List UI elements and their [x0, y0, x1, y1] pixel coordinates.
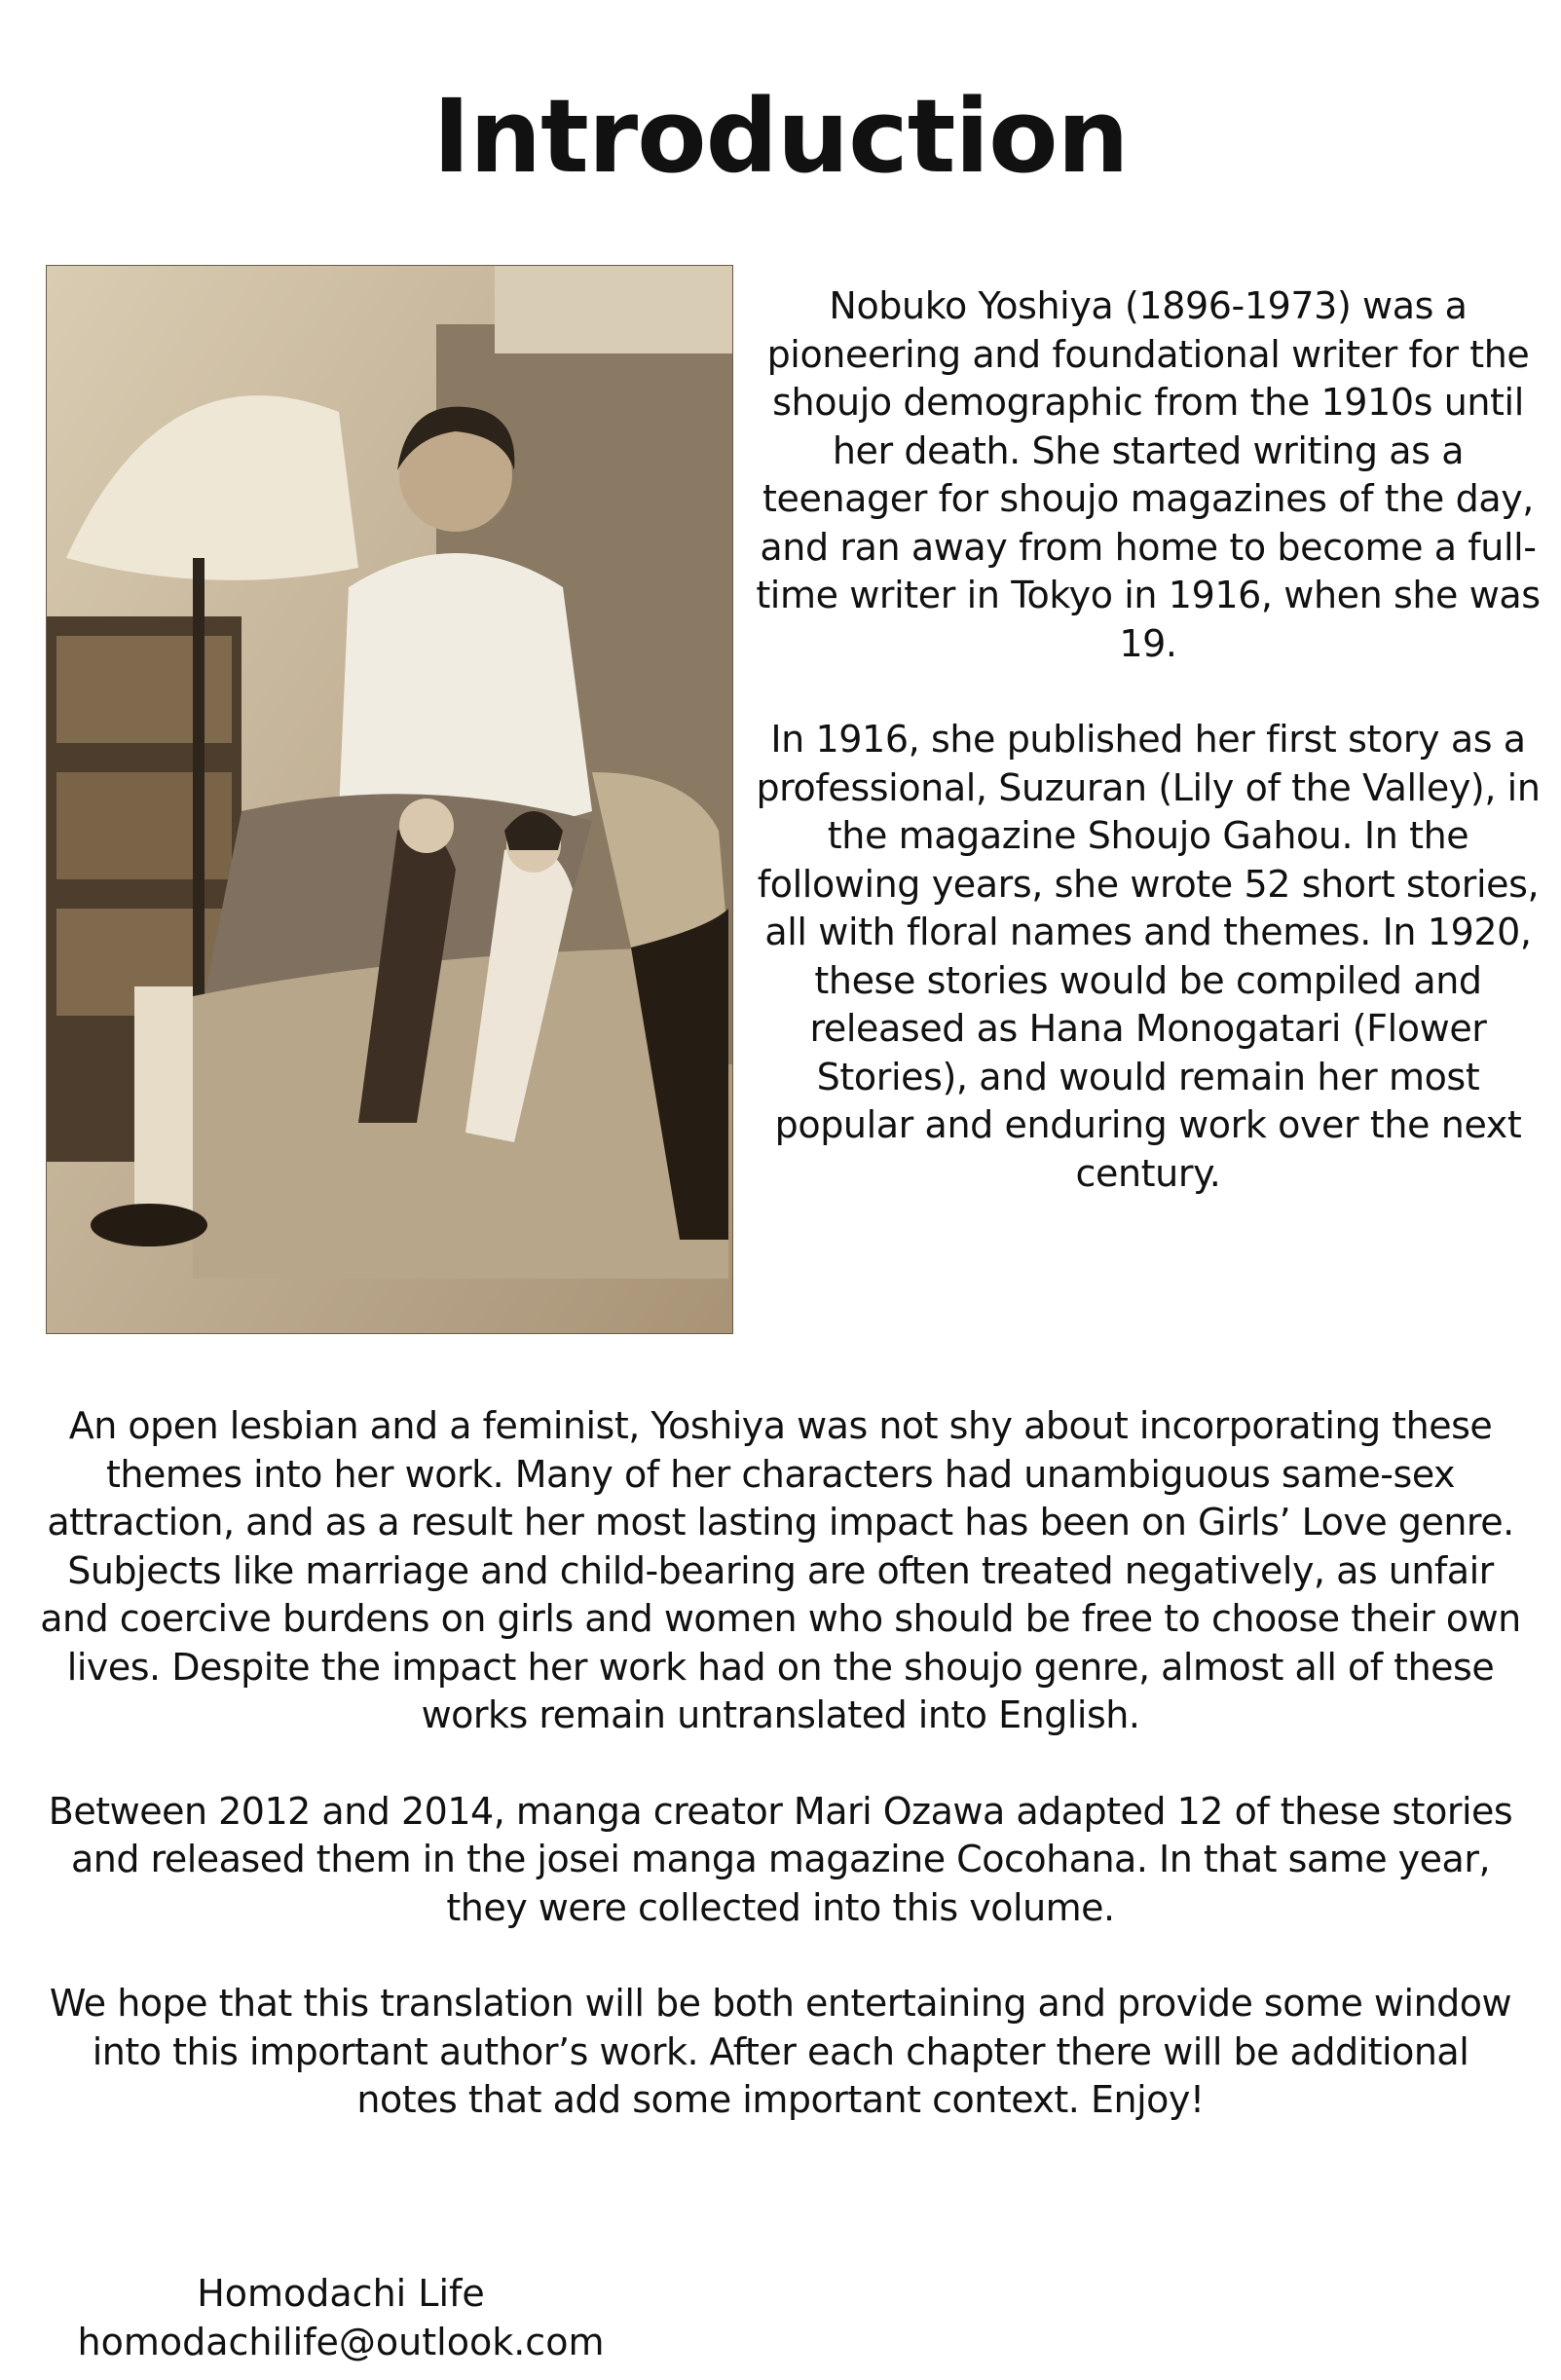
author-photo — [46, 265, 733, 1334]
side-paragraph: In 1916, she published her first story as a professional, Suzuran (Lily of the Valley), in the magazine Shoujo Gahou. In the following years, she wrote 52 short stories, all with floral names and themes. In 1920, these stories would be compiled and released as Hana Monogatari (Flower Stories), and would remain her most popular and enduring work over the next century. — [756, 718, 1541, 1195]
main-text-block — [39, 1402, 1522, 2173]
credit-email[interactable]: homodachilife@outlook.com — [77, 2321, 605, 2363]
main-paragraph: We hope that this translation will be both entertaining and provide some window into this important author’s work. After each chapter there will be additional notes that add some important context. Enjoy! — [49, 1982, 1512, 2121]
main-paragraph: Between 2012 and 2014, manga creator Mari Ozawa adapted 12 of these stories and released them in the josei manga magazine Cocohana. In that same year, they were collected into this volume. — [48, 1789, 1513, 1929]
main-paragraph: An open lesbian and a feminist, Yoshiya was not shy about incorporating these themes into her work. Many of her characters had unambiguous same-sex attraction, and as a result her most lasting impact has been on Girls’ Love genre. Subjects like marriage and child-bearing are often treated negatively, as unfair and coercive burdens on girls and women who should be free to choose their own lives. Despite the impact her work had on the shoujo genre, almost all of these works remain untranslated into English. — [40, 1404, 1521, 1736]
side-text-block — [755, 282, 1542, 1246]
page-title: Introduction — [432, 77, 1129, 196]
credit-name: Homodachi Life — [197, 2272, 485, 2315]
credits — [19, 2269, 662, 2366]
side-paragraph: Nobuko Yoshiya (1896-1973) was a pioneering and foundational writer for the shoujo demographic from the 1910s until her death. She started writing as a teenager for shoujo magazines of the day, and ran away from home to become a full-time writer in Tokyo in 1916, when she was 19. — [756, 284, 1541, 665]
photo-icon — [47, 266, 733, 1334]
